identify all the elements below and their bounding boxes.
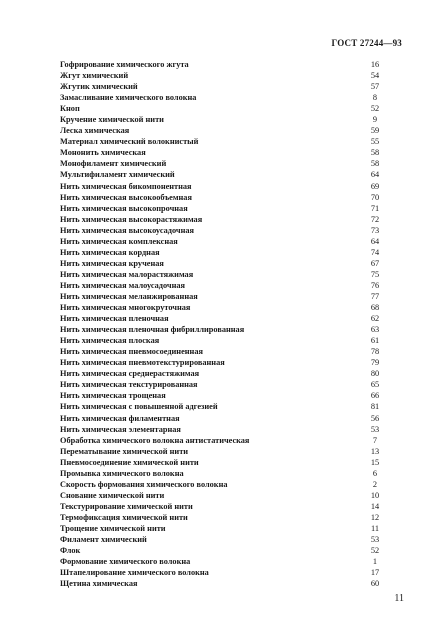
index-row [60, 258, 390, 269]
index-term: Кручение химической нити [60, 115, 164, 125]
index-page-number: 52 [370, 104, 380, 114]
index-row [60, 512, 390, 523]
index-row [60, 158, 390, 169]
index-page-number: 14 [370, 501, 380, 511]
index-page-number: 74 [370, 247, 380, 257]
index-row [60, 435, 390, 446]
index-page-number: 73 [370, 225, 380, 235]
index-row [60, 490, 390, 501]
index-row [60, 203, 390, 214]
index-page-number: 57 [370, 82, 380, 92]
index-row [60, 136, 390, 147]
index-page-number: 9 [372, 115, 378, 125]
index-term: Нить химическая плоская [60, 336, 160, 346]
index-page-number: 63 [370, 325, 380, 335]
index-term: Нить химическая малоусадочная [60, 280, 185, 290]
index-term: Замасливание химического волокна [60, 93, 197, 103]
index-page-number: 60 [370, 579, 380, 589]
index-row [60, 468, 390, 479]
index-page-number: 1 [372, 557, 378, 567]
index-page-number: 7 [372, 435, 378, 445]
index-page-number: 16 [370, 60, 380, 69]
index-page-number: 64 [370, 170, 380, 180]
index-page-number: 62 [370, 314, 380, 324]
index-row [60, 181, 390, 192]
index-row [60, 324, 390, 335]
index-page-number: 13 [370, 446, 380, 456]
index-page-number: 68 [370, 303, 380, 313]
index-term: Нить химическая высокоусадочная [60, 225, 194, 235]
index-row [60, 214, 390, 225]
index-page-number: 75 [370, 269, 380, 279]
index-row [60, 556, 390, 567]
index-page-number: 79 [370, 358, 380, 368]
index-page-number: 53 [370, 535, 380, 545]
index-page-number: 71 [370, 203, 380, 213]
index-row [60, 103, 390, 114]
index-term: Нить химическая трощеная [60, 391, 166, 401]
page-number: 11 [394, 593, 404, 604]
index-term: Нить химическая пневмотекстурированная [60, 358, 225, 368]
index-term: Нить химическая среднерастяжимая [60, 369, 200, 379]
index-term: Текстурирование химической нити [60, 501, 193, 511]
index-row [60, 368, 390, 379]
index-page-number: 70 [370, 192, 380, 202]
index-term: Нить химическая пленочная [60, 314, 169, 324]
index-page-number: 54 [370, 71, 380, 81]
index-row [60, 313, 390, 324]
index-row [60, 236, 390, 247]
index-row [60, 125, 390, 136]
index-term: Нить химическая кордная [60, 247, 160, 257]
index-term: Снование химической нити [60, 490, 165, 500]
index-page-number: 2 [372, 479, 378, 489]
index-term: Филамент химический [60, 535, 147, 545]
index-page-number: 72 [370, 214, 380, 224]
index-row [60, 169, 390, 180]
index-term: Нить химическая высокорастяжимая [60, 214, 203, 224]
index-page-number: 58 [370, 159, 380, 169]
index-row [60, 390, 390, 401]
index-term: Щетина химическая [60, 579, 138, 589]
index-page-number: 12 [370, 512, 380, 522]
index-row [60, 147, 390, 158]
page-header-standard: ГОСТ 27244—93 [331, 38, 402, 48]
index-row [60, 92, 390, 103]
index-page-number: 17 [370, 568, 380, 578]
index-row [60, 567, 390, 578]
index-row [60, 379, 390, 390]
index-page-number: 11 [371, 523, 379, 533]
index-row [60, 335, 390, 346]
index-row [60, 291, 390, 302]
index-row [60, 280, 390, 291]
index-page-number: 67 [370, 258, 380, 268]
index-term: Кноп [60, 104, 80, 114]
index-term: Материал химический волокнистый [60, 137, 199, 147]
index-row [60, 545, 390, 556]
index-page-number: 56 [370, 413, 380, 423]
index-row [60, 424, 390, 435]
index-row [60, 534, 390, 545]
index-page-number: 58 [370, 148, 380, 158]
index-term: Нить химическая с повышенной адгезией [60, 402, 218, 412]
index-page-number: 55 [370, 137, 380, 147]
index-page-number: 6 [372, 468, 378, 478]
index-page-number: 65 [370, 380, 380, 390]
index-term: Термофиксация химической нити [60, 512, 188, 522]
index-page-number: 78 [370, 347, 380, 357]
index-term: Нить химическая меланжированная [60, 291, 198, 301]
index-page-number: 15 [370, 457, 380, 467]
index-row [60, 346, 390, 357]
index-row [60, 357, 390, 368]
index-row [60, 446, 390, 457]
index-page-number: 61 [370, 336, 380, 346]
index-row [60, 81, 390, 92]
index-page-number: 53 [370, 424, 380, 434]
index-page-number: 59 [370, 126, 380, 136]
index-term: Нить химическая текстурированная [60, 380, 198, 390]
index-term: Нить химическая комплексная [60, 236, 178, 246]
index-row [60, 59, 390, 70]
index-term: Нить химическая пневмосоединенная [60, 347, 203, 357]
index-page-number: 69 [370, 181, 380, 191]
index-row [60, 70, 390, 81]
index-term: Нить химическая крученая [60, 258, 164, 268]
index-page-number: 81 [370, 402, 380, 412]
index-row [60, 401, 390, 412]
index-page-number: 52 [370, 546, 380, 556]
index-term: Промывка химического волокна [60, 468, 184, 478]
index-row [60, 247, 390, 258]
index-term: Нить химическая пленочная фибриллированная [60, 325, 245, 335]
index-term: Нить химическая бикомпонентная [60, 181, 192, 191]
index-term: Нить химическая элементарная [60, 424, 181, 434]
index-term: Флок [60, 546, 81, 556]
index-term: Нить химическая филаментная [60, 413, 180, 423]
index-row [60, 501, 390, 512]
index-term: Нить химическая высокопрочная [60, 203, 188, 213]
index-term: Штапелирование химического волокна [60, 568, 209, 578]
index-term: Формование химического волокна [60, 557, 191, 567]
index-term: Монофиламент химический [60, 159, 167, 169]
index-term: Трощение химической нити [60, 523, 166, 533]
index-term: Перематывание химической нити [60, 446, 189, 456]
index-term: Гофрирование химического жгута [60, 60, 189, 69]
index-row [60, 269, 390, 280]
index-term: Нить химическая малорастяжимая [60, 269, 194, 279]
index-term: Жгутик химический [60, 82, 138, 92]
index-row [60, 114, 390, 125]
index-page-number: 64 [370, 236, 380, 246]
index-term: Нить химическая многокруточная [60, 303, 191, 313]
alphabetical-index-list [60, 59, 390, 589]
index-term: Скорость формования химического волокна [60, 479, 228, 489]
index-page-number: 66 [370, 391, 380, 401]
index-row [60, 302, 390, 313]
index-page-number: 80 [370, 369, 380, 379]
index-term: Жгут химический [60, 71, 129, 81]
index-row [60, 192, 390, 203]
index-page-number: 76 [370, 280, 380, 290]
index-page-number: 8 [372, 93, 378, 103]
index-term: Леска химическая [60, 126, 130, 136]
index-row [60, 413, 390, 424]
index-row [60, 479, 390, 490]
index-term: Мультифиламент химический [60, 170, 175, 180]
index-row [60, 225, 390, 236]
index-page-number: 10 [370, 490, 380, 500]
index-row [60, 578, 390, 589]
index-term: Нить химическая высокообъемная [60, 192, 192, 202]
index-page-number: 77 [370, 291, 380, 301]
index-row [60, 523, 390, 534]
index-term: Мононить химическая [60, 148, 146, 158]
index-row [60, 457, 390, 468]
index-term: Обработка химического волокна антистатическая [60, 435, 250, 445]
index-term: Пневмосоединение химической нити [60, 457, 199, 467]
